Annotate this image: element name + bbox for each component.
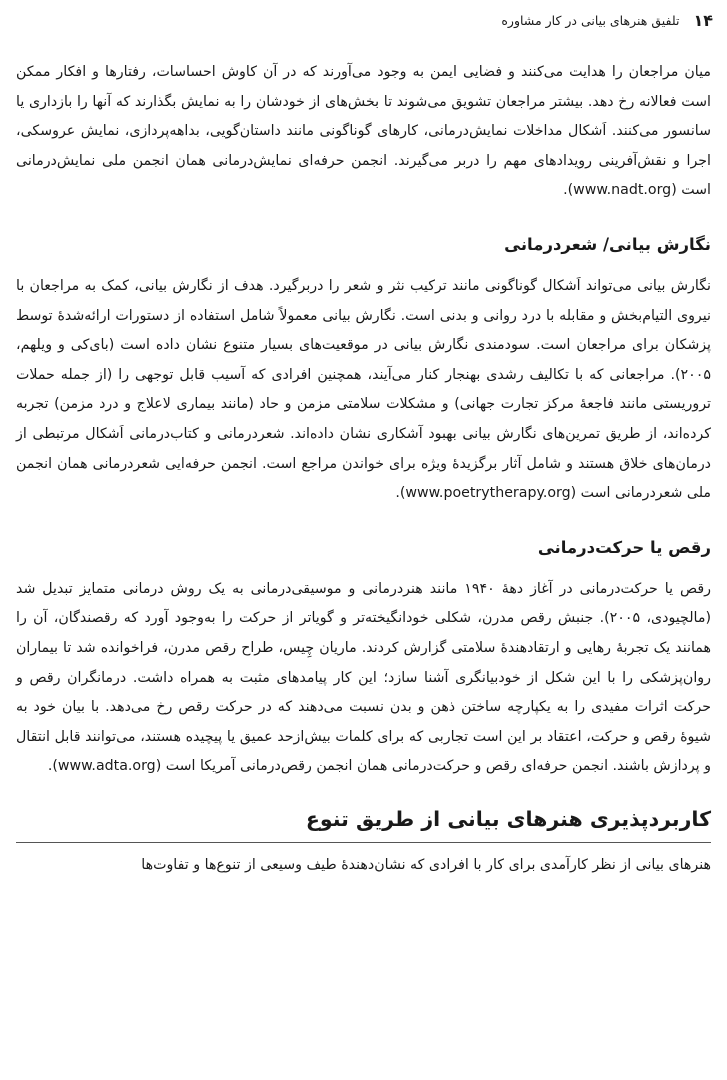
intro-paragraph: میان مراجعان را هدایت می‌کنند و فضایی ایمن به وجود می‌آورند که در آن کاوش احساسات، رفتارها و افکار ممکن است فعالانه رخ دهد. بیشتر مراجعان تشویق می‌شوند تا بخش‌های از خودشان را به نمایش بگذارند که آنها را بازداری یا سانسور می‌کنند. اَشکال مداخلات نمایش‌درمانی، کارهای گوناگونی مانند داستان‌گویی، بداهه‌پردازی، نمایش عروسکی، اجرا و نقش‌آفرینی رویدادهای مهم را دربر می‌گیرند. انجمن حرفه‌ای نمایش‌درمانی همان انجمن ملی نمایش‌درمانی است (www.nadt.org). [16,64,711,199]
running-header [14,8,713,32]
page-number: ۱۴ [693,10,713,30]
page-content [16,58,711,880]
diversity-paragraph: هنرهای بیانی از نظر کارآمدی برای کار با افرادی که نشان‌دهندهٔ طیف وسیعی از تنوع‌ها و تفاوت‌ها [141,856,711,873]
section-heading-expressive-writing: نگارش بیانی/ شعردرمانی [504,234,711,254]
main-heading-diversity: کاربردپذیری هنرهای بیانی از طریق تنوع [16,802,711,843]
section-heading-dance-therapy: رقص یا حرکت‌درمانی [537,537,711,557]
dance-therapy-paragraph: رقص یا حرکت‌درمانی در آغاز دههٔ ۱۹۴۰ مانند هنردرمانی و موسیقی‌درمانی به یک روش درمانی متمایز تبدیل شد (مالچیودی، ۲۰۰۵). جنبش رقص مدرن، شکلی خودانگیخته‌تر و گویاتر از حرکت را به‌وجود آورد که رقصندگان، آن را همانند یک تجربهٔ رهایی و ارتقادهندهٔ سلامتی گزارش کردند. ماریان چِیس، طراح رقص مدرن، فراخوانده شد تا بیماران روان‌پزشکی را با این شکل از خودبیانگری آشنا سازد؛ این کار پیامدهای مثبت به همراه داشت. درمانگران رقص و حرکت اثرات مفیدی را به یکپارچه ساختن ذهن و بدن نسبت می‌دهند که در حرکت رقص رخ می‌دهد. با بیان خود به شیوهٔ رقص و حرکت، اعتقاد بر این است تجاربی که برای کلمات بیش‌ازحد عمیق یا پیچیده هستند، می‌توانند قابل انتقال و پردازش باشند. انجمن حرفه‌ای رقص و حرکت‌درمانی همان انجمن رقص‌درمانی آمریکا است (www.adta.org). [16,580,711,775]
running-title: تلفیق هنرهای بیانی در کار مشاوره [501,12,680,28]
expressive-writing-paragraph: نگارش بیانی می‌تواند اَشکال گوناگونی مانند ترکیب نثر و شعر را دربرگیرد. هدف از نگارش بیانی، کمک به مراجعان با نیروی التیام‌بخش و مقابله با درد روانی و بدنی است. نگارش بیانی معمولاً شامل استفاده از دستورات ارائه‌شدهٔ توسط پزشکان برای مراجعان است. سودمندی نگارش بیانی در موقعیت‌های بسیار متنوع نشان داده است (بای‌کی و ویلهم، ۲۰۰۵). مراجعانی که با تکالیف رشدی بهنجار کنار می‌آیند، همچنین افرادی که آسیب قابل توجهی را (از جمله حملات تروریستی مانند فاجعهٔ مرکز تجارت جهانی) و مشکلات سلامتی مزمن و حاد (مانند بیماری لاعلاج و درد مزمن) تجربه کرده‌اند، از طریق تمرین‌های نگارش بیانی بهبود آشکاری نشان داده‌اند. شعردرمانی و کتاب‌درمانی اَشکال مرتبطی از درمان‌های خلاق هستند و شامل آثار برگزیدهٔ ویژه برای خواندن مراجع است. انجمن حرفه‌ایی شعردرمانی همان انجمن ملی شعردرمانی است (www.poetrytherapy.org). [16,277,711,502]
